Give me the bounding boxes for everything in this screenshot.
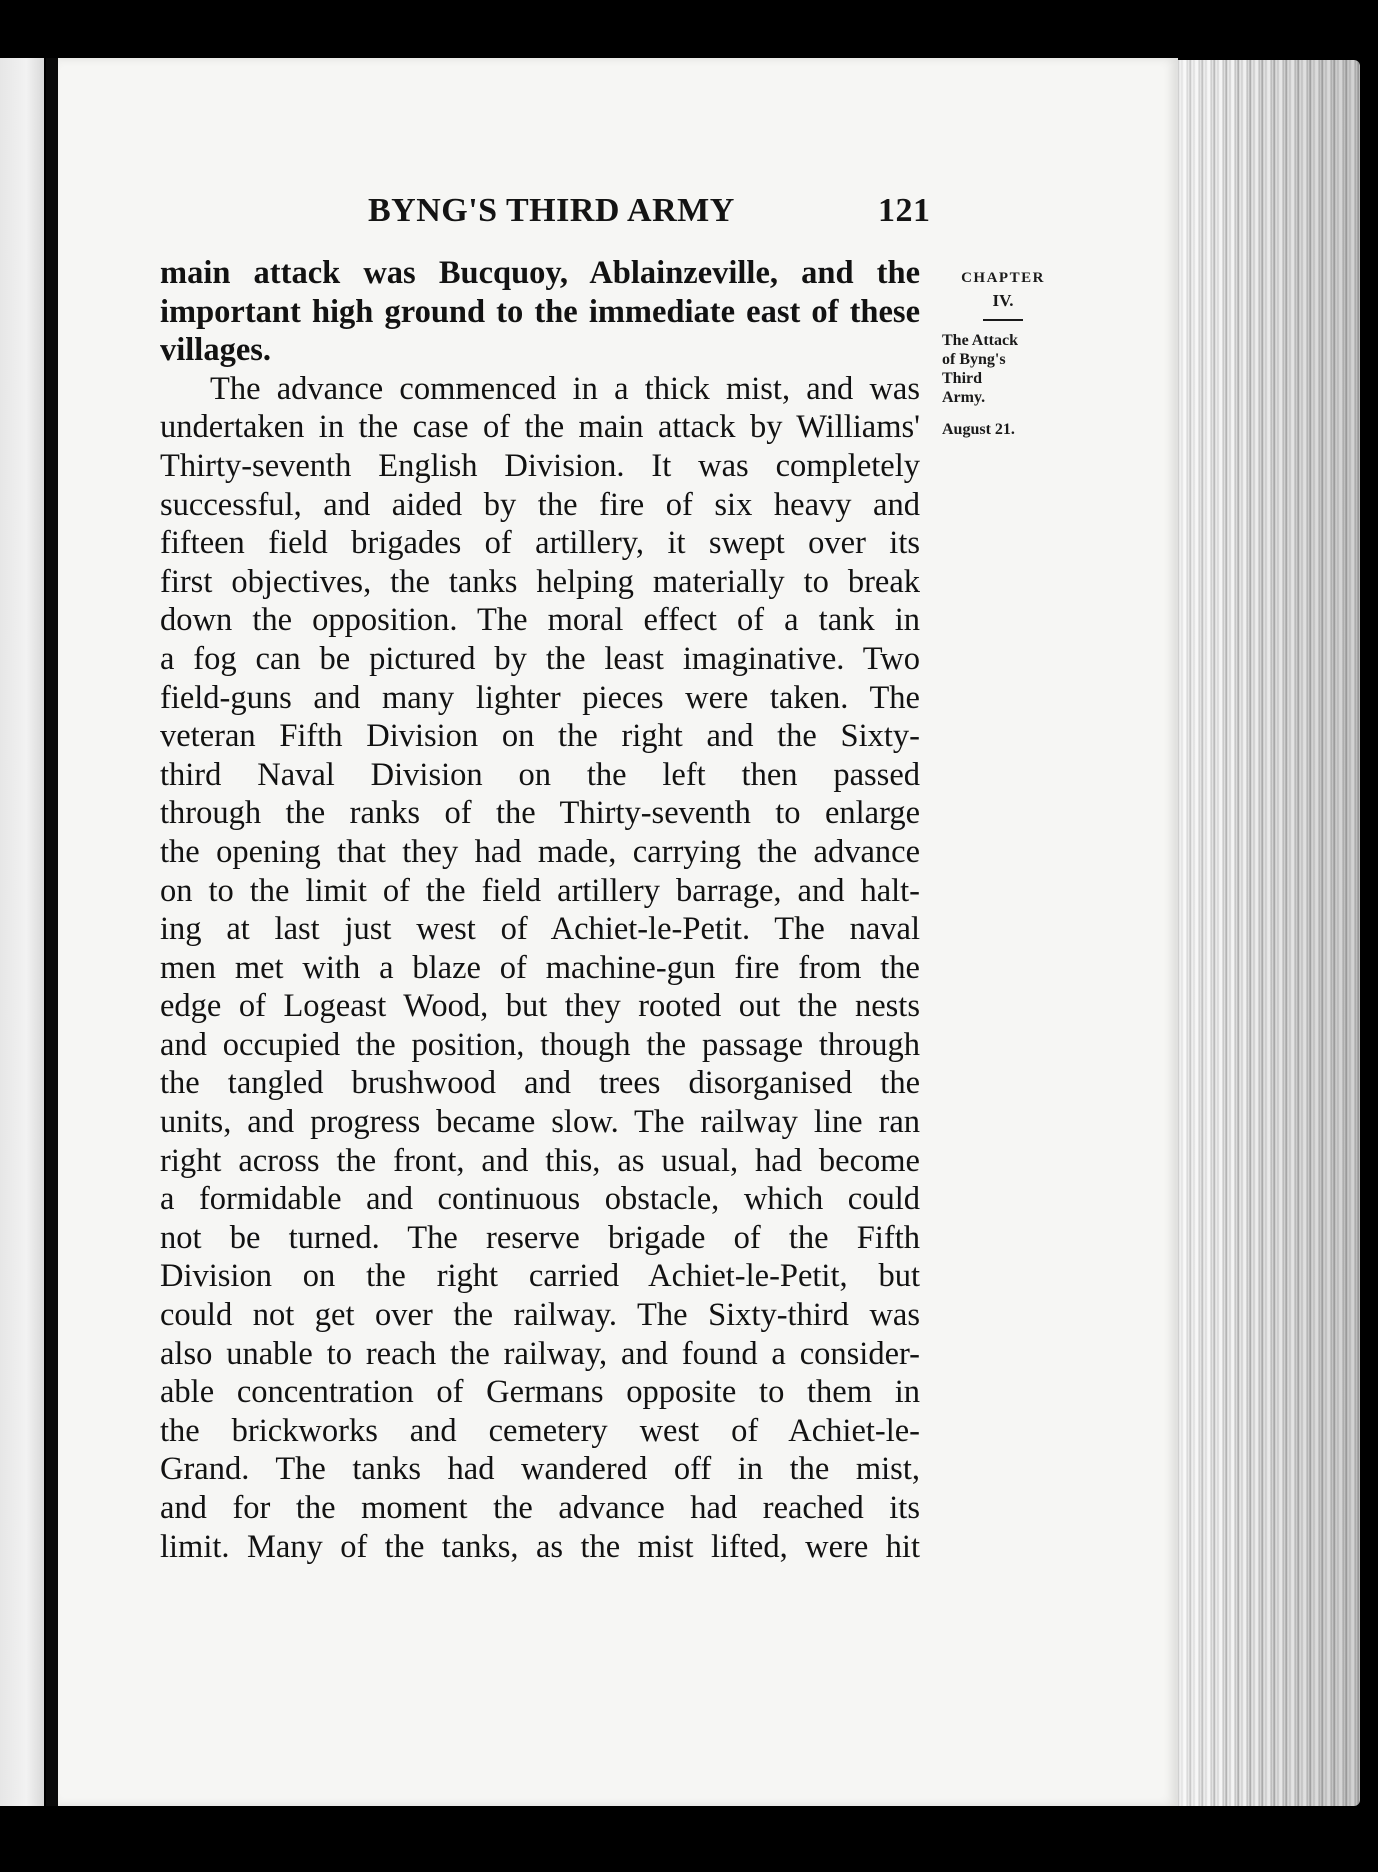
marginal-date: August 21.: [942, 421, 1015, 438]
text-line: down the opposition. The moral effect of a tank in: [160, 602, 920, 639]
text-line: ing at last just west of Achiet-le-Petit. The naval: [160, 911, 920, 948]
marginal-gloss-line: The Attack: [942, 332, 1018, 349]
page-number: 121: [878, 192, 931, 229]
text-line: right across the front, and this, as usual, had become: [160, 1142, 920, 1179]
text-line: field-guns and many lighter pieces were taken. The: [160, 679, 920, 716]
text-line: undertaken in the case of the main attack by Williams': [160, 409, 920, 446]
text-line: not be turned. The reserve brigade of the Fifth: [160, 1219, 920, 1256]
text-line: on to the limit of the field artillery barrage, and halt-: [160, 872, 920, 909]
text-line: Thirty-seventh English Division. It was completely: [160, 447, 920, 484]
book-page-edges-shade: [1160, 60, 1360, 1806]
marginal-chapter-label: CHAPTER: [961, 270, 1045, 286]
marginal-rule: [983, 319, 1023, 321]
facing-page-edge: [0, 58, 44, 1806]
text-line: main attack was Bucquoy, Ablainzeville, and the: [160, 255, 920, 291]
text-line: fifteen field brigades of artillery, it swept over its: [160, 525, 920, 562]
body-text: [160, 254, 920, 1566]
text-line: the opening that they had made, carrying the advance: [160, 833, 920, 870]
text-line: through the ranks of the Thirty-seventh to enlarge: [160, 795, 920, 832]
text-line: could not get over the railway. The Sixty-third was: [160, 1297, 920, 1334]
marginal-gloss-line: Third: [942, 370, 983, 387]
text-line: the brickworks and cemetery west of Achiet-le-: [160, 1412, 920, 1449]
running-head-title: BYNG'S THIRD ARMY: [368, 192, 735, 229]
text-line: successful, and aided by the fire of six heavy and: [160, 486, 920, 523]
text-line: third Naval Division on the left then passed: [160, 756, 920, 793]
text-line: and for the moment the advance had reached its: [160, 1490, 920, 1526]
text-line: also unable to reach the railway, and found a consider-: [160, 1335, 920, 1372]
text-line: and occupied the position, though the passage through: [160, 1026, 920, 1063]
gutter-shadow: [46, 58, 58, 1806]
text-line: important high ground to the immediate east of these: [160, 293, 920, 330]
text-line: villages.: [160, 332, 272, 369]
marginal-note: [938, 270, 1068, 439]
marginal-chapter-number: IV.: [992, 291, 1014, 310]
text-line: edge of Logeast Wood, but they rooted out the nests: [160, 988, 920, 1025]
marginal-gloss-line: of Byng's: [942, 351, 1006, 368]
text-line: units, and progress became slow. The railway line ran: [160, 1104, 920, 1141]
marginal-gloss-line: Army.: [942, 389, 986, 406]
text-line: a fog can be pictured by the least imaginative. Two: [160, 640, 920, 677]
text-line: veteran Fifth Division on the right and the Sixty-: [160, 718, 920, 755]
text-line: the tangled brushwood and trees disorganised the: [160, 1065, 920, 1102]
text-line: able concentration of Germans opposite to them in: [160, 1374, 920, 1411]
text-line: The advance commenced in a thick mist, and was: [210, 370, 920, 407]
text-line: men met with a blaze of machine-gun fire from the: [160, 949, 920, 986]
text-line: Grand. The tanks had wandered off in the mist,: [160, 1451, 920, 1488]
text-line: limit. Many of the tanks, as the mist lifted, were hit: [160, 1528, 920, 1565]
text-line: a formidable and continuous obstacle, which could: [160, 1181, 920, 1218]
text-line: first objectives, the tanks helping materially to break: [160, 563, 920, 600]
text-line: Division on the right carried Achiet-le-Petit, but: [160, 1258, 920, 1295]
